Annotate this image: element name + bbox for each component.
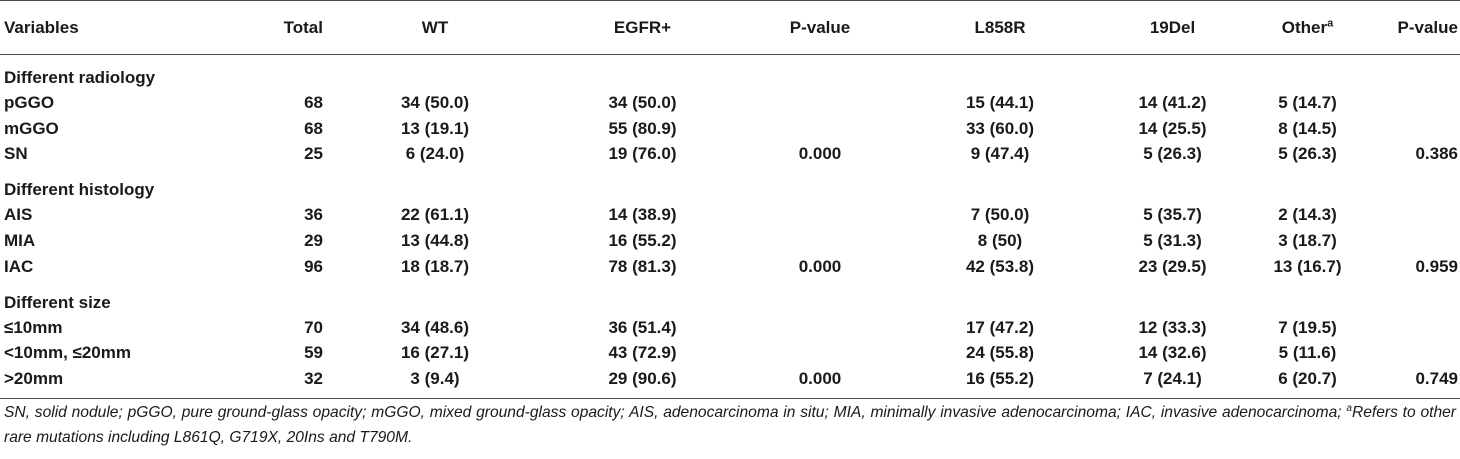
cell-variable: AIS — [4, 205, 33, 225]
cell-p-value — [740, 90, 900, 116]
header-wt: WT — [325, 1, 545, 55]
cell-wt: 13 (19.1) — [400, 118, 470, 138]
table-row — [0, 116, 1460, 142]
footnote-marker: a — [1346, 402, 1352, 414]
section-title: Different radiology — [4, 68, 156, 87]
cell-other: 5 (26.3) — [1278, 144, 1337, 164]
table-body — [0, 55, 1460, 399]
cell-19del: 7 (24.1) — [1100, 366, 1245, 398]
cell-19del: 14 (25.5) — [1138, 118, 1207, 138]
cell-19del: 23 (29.5) — [1138, 256, 1207, 276]
cell-p-value: 0.000 — [798, 144, 842, 164]
cell-variable: pGGO — [4, 92, 55, 112]
cell-egfr: 55 (80.9) — [608, 118, 677, 138]
cell-variable: <10mm, ≤20mm — [4, 343, 131, 363]
table-row — [0, 315, 1460, 341]
cell-total: 25 — [304, 144, 323, 164]
header-other — [1245, 1, 1370, 55]
cell-wt: 34 (50.0) — [400, 92, 470, 112]
cell-l858r: 24 (55.8) — [965, 343, 1035, 363]
cell-total: 32 — [230, 366, 325, 398]
cell-p-value-2 — [1370, 341, 1460, 367]
cell-variable: IAC — [4, 256, 34, 276]
cell-l858r: 16 (55.2) — [900, 366, 1100, 398]
header-variables: Variables — [0, 1, 230, 55]
cell-egfr: 16 (55.2) — [608, 231, 677, 251]
cell-egfr: 14 (38.9) — [608, 205, 677, 225]
cell-l858r: 33 (60.0) — [965, 118, 1035, 138]
cell-variable: ≤10mm — [4, 317, 63, 337]
cell-other: 5 (14.7) — [1278, 92, 1337, 112]
header-egfr: EGFR+ — [545, 1, 740, 55]
cell-19del: 12 (33.3) — [1138, 317, 1207, 337]
table-row — [0, 228, 1460, 254]
cell-other: 8 (14.5) — [1278, 118, 1337, 138]
cell-p-value-2 — [1370, 315, 1460, 341]
cell-p-value — [740, 116, 900, 142]
cell-variable: MIA — [4, 231, 36, 251]
cell-l858r: 8 (50) — [977, 231, 1023, 251]
cell-p-value: 0.000 — [740, 366, 900, 398]
cell-p-value: 0.000 — [798, 256, 842, 276]
section-title: Different histology — [4, 180, 155, 200]
footnote-abbreviations: SN, solid nodule; pGGO, pure ground-glass opacity; mGGO, mixed ground-glass opacity; AIS, adenocarcinoma in situ; MIA, minimally invasive adenocarcinoma; IAC, invasive adenocarcinoma; — [4, 404, 1347, 421]
cell-l858r: 9 (47.4) — [970, 144, 1030, 164]
table-row — [0, 341, 1460, 367]
section-row — [0, 167, 1460, 202]
cell-l858r: 15 (44.1) — [965, 92, 1035, 112]
cell-total: 70 — [304, 317, 323, 337]
table-footnote — [4, 400, 1456, 450]
cell-other: 3 (18.7) — [1278, 231, 1337, 251]
cell-p-value-2 — [1370, 228, 1460, 254]
header-19del: 19Del — [1100, 1, 1245, 55]
cell-total: 68 — [304, 92, 323, 112]
cell-p-value — [740, 202, 900, 228]
cell-egfr: 78 (81.3) — [608, 256, 677, 276]
cell-p-value-2: 0.749 — [1370, 366, 1460, 398]
cell-other: 6 (20.7) — [1245, 366, 1370, 398]
table-row — [0, 90, 1460, 116]
cell-wt: 18 (18.7) — [400, 256, 470, 276]
cell-total: 29 — [304, 231, 323, 251]
header-other-superscript: a — [1327, 16, 1334, 29]
cell-p-value-2 — [1370, 90, 1460, 116]
cell-19del: 14 (41.2) — [1138, 92, 1207, 112]
cell-19del: 5 (31.3) — [1143, 231, 1202, 251]
cell-other: 5 (11.6) — [1278, 343, 1337, 363]
section-row — [0, 280, 1460, 315]
footnote-note: Refers to other rare mutations including L861Q, G719X, 20Ins and T790M. — [4, 404, 1456, 446]
cell-variable: >20mm — [0, 366, 230, 398]
cell-total: 36 — [304, 205, 323, 225]
cell-wt: 6 (24.0) — [405, 144, 465, 164]
section-title: Different size — [4, 292, 111, 312]
cell-p-value — [740, 228, 900, 254]
cell-total: 59 — [304, 343, 323, 363]
cell-wt: 13 (44.8) — [400, 231, 470, 251]
cell-p-value — [740, 315, 900, 341]
cell-other: 7 (19.5) — [1278, 317, 1337, 337]
cell-egfr: 36 (51.4) — [608, 317, 677, 337]
table-row — [0, 202, 1460, 228]
table-row — [0, 254, 1460, 280]
cell-19del: 5 (35.7) — [1143, 205, 1202, 225]
cell-total: 68 — [304, 118, 323, 138]
cell-total: 96 — [304, 256, 323, 276]
cell-p-value-2: 0.386 — [1415, 144, 1458, 164]
cell-egfr: 19 (76.0) — [608, 144, 677, 164]
cell-wt: 3 (9.4) — [325, 366, 545, 398]
cell-other: 13 (16.7) — [1273, 256, 1342, 276]
cell-19del: 14 (32.6) — [1138, 343, 1207, 363]
cell-l858r: 7 (50.0) — [970, 205, 1030, 225]
header-p-value: P-value — [740, 1, 900, 55]
cell-p-value — [740, 341, 900, 367]
header-other-label: Other — [1281, 17, 1328, 37]
table-row — [0, 366, 1460, 398]
cell-wt: 16 (27.1) — [400, 343, 470, 363]
header-l858r: L858R — [900, 1, 1100, 55]
cell-variable: mGGO — [4, 118, 59, 138]
cell-p-value-2 — [1370, 202, 1460, 228]
cell-variable: SN — [4, 144, 28, 164]
table-row — [0, 142, 1460, 168]
cell-wt: 22 (61.1) — [400, 205, 470, 225]
cell-p-value-2: 0.959 — [1415, 256, 1458, 276]
cell-egfr: 34 (50.0) — [608, 92, 677, 112]
cell-l858r: 42 (53.8) — [965, 256, 1035, 276]
section-row — [0, 55, 1460, 91]
cell-other: 2 (14.3) — [1278, 205, 1337, 225]
cell-egfr: 43 (72.9) — [608, 343, 677, 363]
cell-l858r: 17 (47.2) — [965, 317, 1035, 337]
header-row — [0, 1, 1460, 55]
cell-19del: 5 (26.3) — [1143, 144, 1202, 164]
cell-wt: 34 (48.6) — [400, 317, 470, 337]
header-total: Total — [230, 1, 325, 55]
header-p-value-2: P-value — [1370, 1, 1460, 55]
cell-egfr: 29 (90.6) — [545, 366, 740, 398]
cell-p-value-2 — [1370, 116, 1460, 142]
